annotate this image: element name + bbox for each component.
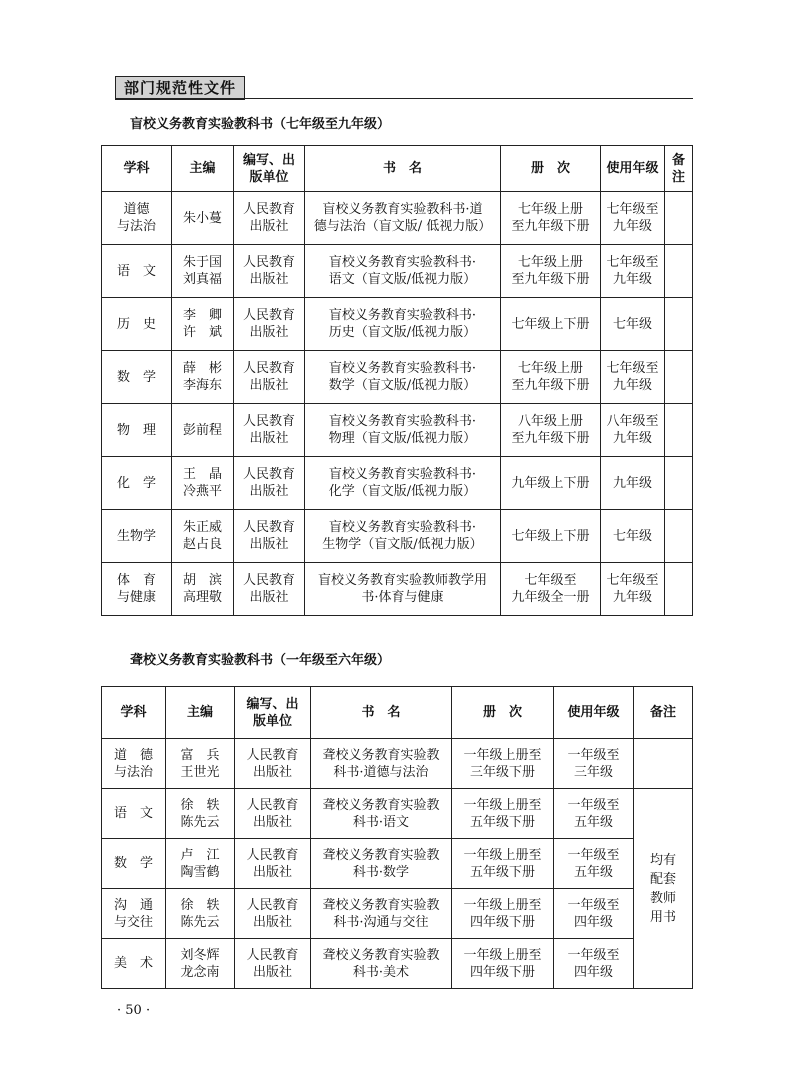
cell-editor: 卢 江 陶雪鹤	[166, 839, 235, 889]
cell-note	[665, 404, 693, 457]
cell-title: 盲校义务教育实验教科书· 历史（盲文版/低视力版）	[305, 298, 501, 351]
cell-grade: 七年级至 九年级	[601, 563, 665, 616]
table2-caption: 聋校义务教育实验教科书（一年级至六年级）	[130, 653, 391, 668]
cell-volume: 七年级上下册	[501, 510, 601, 563]
cell-volume: 一年级上册至 五年级下册	[452, 789, 554, 839]
cell-note	[665, 351, 693, 404]
cell-volume: 一年级上册至 四年级下册	[452, 939, 554, 989]
cell-volume: 九年级上下册	[501, 457, 601, 510]
cell-subject: 体 育 与健康	[102, 563, 172, 616]
cell-editor: 朱正威 赵占良	[172, 510, 234, 563]
cell-subject: 物 理	[102, 404, 172, 457]
cell-grade: 一年级至 四年级	[554, 939, 634, 989]
cell-publisher: 人民教育 出版社	[234, 351, 305, 404]
table-row	[102, 739, 693, 789]
cell-grade: 七年级	[601, 510, 665, 563]
cell-title: 聋校义务教育实验教 科书·道德与法治	[311, 739, 452, 789]
cell-volume: 一年级上册至 三年级下册	[452, 739, 554, 789]
cell-note	[665, 457, 693, 510]
cell-note	[665, 510, 693, 563]
cell-note	[665, 245, 693, 298]
cell-grade: 七年级至 九年级	[601, 351, 665, 404]
header-note: 备注	[634, 687, 693, 739]
cell-publisher: 人民教育 出版社	[234, 298, 305, 351]
header-editor: 主编	[166, 687, 235, 739]
cell-grade: 九年级	[601, 457, 665, 510]
cell-note	[665, 298, 693, 351]
cell-publisher: 人民教育 出版社	[234, 245, 305, 298]
cell-publisher: 人民教育 出版社	[235, 889, 311, 939]
table1-caption: 盲校义务教育实验教科书（七年级至九年级）	[130, 117, 391, 132]
cell-editor: 彭前程	[172, 404, 234, 457]
cell-title: 聋校义务教育实验教 科书·沟通与交往	[311, 889, 452, 939]
table-row	[102, 298, 693, 351]
cell-editor: 王 晶 冷燕平	[172, 457, 234, 510]
cell-publisher: 人民教育 出版社	[234, 457, 305, 510]
cell-volume: 一年级上册至 五年级下册	[452, 839, 554, 889]
cell-grade: 一年级至 五年级	[554, 789, 634, 839]
deaf-school-textbook-table	[101, 686, 693, 989]
header-grade: 使用年级	[601, 146, 665, 192]
header-publisher: 编写、出 版单位	[235, 687, 311, 739]
cell-title: 聋校义务教育实验教 科书·数学	[311, 839, 452, 889]
header-subject: 学科	[102, 687, 166, 739]
cell-volume: 七年级至 九年级全一册	[501, 563, 601, 616]
cell-grade: 一年级至 三年级	[554, 739, 634, 789]
table1-header-row	[102, 146, 693, 192]
table-row	[102, 563, 693, 616]
cell-subject: 数 学	[102, 351, 172, 404]
page-number: · 50 ·	[117, 1003, 151, 1018]
cell-grade: 七年级至 九年级	[601, 245, 665, 298]
cell-volume: 一年级上册至 四年级下册	[452, 889, 554, 939]
table-row	[102, 245, 693, 298]
cell-editor: 薛 彬 李海东	[172, 351, 234, 404]
cell-publisher: 人民教育 出版社	[234, 563, 305, 616]
cell-title: 盲校义务教育实验教科书·道 德与法治（盲文版/ 低视力版）	[305, 192, 501, 245]
cell-subject: 生物学	[102, 510, 172, 563]
cell-title: 盲校义务教育实验教科书· 化学（盲文版/低视力版）	[305, 457, 501, 510]
table-row	[102, 351, 693, 404]
cell-publisher: 人民教育 出版社	[235, 839, 311, 889]
cell-title: 盲校义务教育实验教科书· 数学（盲文版/低视力版）	[305, 351, 501, 404]
table2-header-row	[102, 687, 693, 739]
cell-note	[665, 192, 693, 245]
cell-volume: 八年级上册 至九年级下册	[501, 404, 601, 457]
header-title: 书 名	[311, 687, 452, 739]
cell-publisher: 人民教育 出版社	[235, 789, 311, 839]
cell-title: 盲校义务教育实验教科书· 语文（盲文版/低视力版）	[305, 245, 501, 298]
table-row	[102, 404, 693, 457]
cell-grade: 七年级至 九年级	[601, 192, 665, 245]
cell-grade: 八年级至 九年级	[601, 404, 665, 457]
header-volume: 册 次	[452, 687, 554, 739]
table-row	[102, 510, 693, 563]
cell-editor: 朱小蔓	[172, 192, 234, 245]
header-volume: 册 次	[501, 146, 601, 192]
header-title: 书 名	[305, 146, 501, 192]
cell-editor: 徐 轶 陈先云	[166, 889, 235, 939]
cell-subject: 道 德 与法治	[102, 739, 166, 789]
header-subject: 学科	[102, 146, 172, 192]
header-rule	[115, 98, 693, 99]
cell-note-merged: 均有 配套 教师 用书	[634, 789, 693, 989]
cell-volume: 七年级上下册	[501, 298, 601, 351]
header-publisher: 编写、出 版单位	[234, 146, 305, 192]
cell-title: 盲校义务教育实验教科书· 物理（盲文版/低视力版）	[305, 404, 501, 457]
table2-body	[102, 687, 693, 989]
header-grade: 使用年级	[554, 687, 634, 739]
table-row	[102, 457, 693, 510]
table-row	[102, 889, 693, 939]
cell-editor: 朱于国 刘真福	[172, 245, 234, 298]
table1-body	[102, 146, 693, 616]
header-note: 备 注	[665, 146, 693, 192]
cell-publisher: 人民教育 出版社	[235, 939, 311, 989]
cell-volume: 七年级上册 至九年级下册	[501, 245, 601, 298]
cell-editor: 李 卿 许 斌	[172, 298, 234, 351]
cell-publisher: 人民教育 出版社	[235, 739, 311, 789]
table-row	[102, 839, 693, 889]
cell-publisher: 人民教育 出版社	[234, 404, 305, 457]
cell-publisher: 人民教育 出版社	[234, 192, 305, 245]
cell-title: 盲校义务教育实验教科书· 生物学（盲文版/低视力版）	[305, 510, 501, 563]
table-row	[102, 192, 693, 245]
cell-editor: 胡 滨 高理敬	[172, 563, 234, 616]
cell-note	[634, 739, 693, 789]
cell-subject: 语 文	[102, 789, 166, 839]
cell-subject: 美 术	[102, 939, 166, 989]
cell-note	[665, 563, 693, 616]
cell-title: 聋校义务教育实验教 科书·语文	[311, 789, 452, 839]
section-tag: 部门规范性文件	[115, 76, 245, 100]
cell-editor: 徐 轶 陈先云	[166, 789, 235, 839]
cell-grade: 七年级	[601, 298, 665, 351]
cell-volume: 七年级上册 至九年级下册	[501, 192, 601, 245]
cell-subject: 语 文	[102, 245, 172, 298]
cell-editor: 刘冬辉 龙念南	[166, 939, 235, 989]
cell-title: 盲校义务教育实验教师教学用 书·体育与健康	[305, 563, 501, 616]
cell-subject: 化 学	[102, 457, 172, 510]
table-row	[102, 939, 693, 989]
cell-subject: 沟 通 与交往	[102, 889, 166, 939]
cell-volume: 七年级上册 至九年级下册	[501, 351, 601, 404]
cell-subject: 数 学	[102, 839, 166, 889]
header-editor: 主编	[172, 146, 234, 192]
cell-grade: 一年级至 四年级	[554, 889, 634, 939]
table-row	[102, 789, 693, 839]
cell-publisher: 人民教育 出版社	[234, 510, 305, 563]
cell-subject: 道德 与法治	[102, 192, 172, 245]
blind-school-textbook-table	[101, 145, 693, 616]
cell-title: 聋校义务教育实验教 科书·美术	[311, 939, 452, 989]
cell-subject: 历 史	[102, 298, 172, 351]
cell-editor: 富 兵 王世光	[166, 739, 235, 789]
cell-grade: 一年级至 五年级	[554, 839, 634, 889]
